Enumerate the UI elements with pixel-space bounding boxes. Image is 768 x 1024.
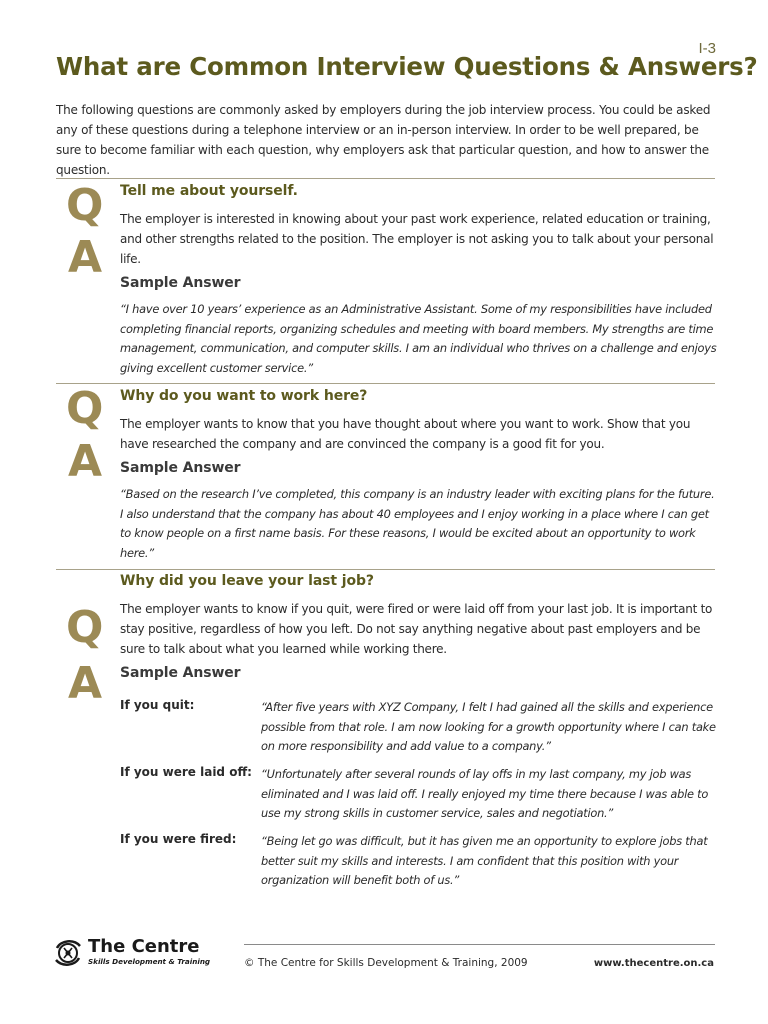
centre-logo-icon <box>52 936 84 970</box>
question-description: The employer wants to know that you have thought about where you want to work. Show that you have researched the company and are convinced the company is a good fit for you. <box>120 417 691 451</box>
question-heading: Why did you leave your last job? <box>120 573 374 589</box>
section-divider <box>56 383 715 384</box>
case-answer: “Unfortunately after several rounds of lay offs in my last company, my job was eliminated and I was laid off. I really enjoyed my time there because I was able to use my strong skills in customer service, sales and negotiation.” <box>261 767 709 820</box>
question-heading: Why do you want to work here? <box>120 388 368 404</box>
case-answer: “After five years with XYZ Company, I felt I had gained all the skills and experience possible from that role. I am now looking for a growth opportunity where I can take on more responsibility and add value to a company.” <box>261 700 716 753</box>
sample-answer-text: “Based on the research I’ve completed, this company is an industry leader with exciting plans for the future. I also understand that the company has about 40 employees and I enjoy working in a place where I can get to know people on a first name basis. For these reasons, I would be excited about an opportunity to work here.” <box>120 487 715 560</box>
copyright-text: © The Centre for Skills Development & Training, 2009 <box>244 957 528 969</box>
q-letter: Q <box>66 602 104 653</box>
sample-answer-text: “I have over 10 years’ experience as an Administrative Assistant. Some of my responsibilities have included completing financial reports, organizing schedules and meeting with board members. My strengths are time management, communication, and computer skills. I am an individual who thrives on a challenge and enjoys giving excellent customer service.” <box>120 302 717 375</box>
sample-answer-heading: Sample Answer <box>120 275 241 291</box>
a-letter: A <box>68 658 103 709</box>
centre-logo <box>52 936 232 972</box>
website-link[interactable]: www.thecentre.on.ca <box>593 958 714 969</box>
section-divider <box>56 569 715 570</box>
intro-paragraph: The following questions are commonly asked by employers during the job interview process. You could be asked any of these questions during a telephone interview or an in-person interview. In order to be well prepared, be sure to become familiar with each question, why employers ask that particular question, and how to answer the question. <box>56 103 711 177</box>
case-label: If you were fired: <box>120 832 237 846</box>
qa-section-2 <box>120 388 720 563</box>
page-number: I-3 <box>698 40 716 57</box>
qa-section-1 <box>120 183 720 378</box>
question-description: The employer wants to know if you quit, were fired or were laid off from your last job. It is important to stay positive, regardless of how you left. Do not say anything negative about past employers and be sure to talk about what you learned while working there. <box>120 602 713 656</box>
logo-name: The Centre <box>88 936 200 957</box>
logo-subtitle: Skills Development & Training <box>88 957 211 966</box>
sample-answer-heading: Sample Answer <box>120 665 241 681</box>
sample-answer-heading: Sample Answer <box>120 460 241 476</box>
case-answer: “Being let go was difficult, but it has given me an opportunity to explore jobs that better suit my skills and interests. I am confident that this position with your organization will benefit both of us.” <box>261 834 708 887</box>
question-heading: Tell me about yourself. <box>120 183 298 199</box>
q-letter: Q <box>66 383 104 434</box>
a-letter: A <box>68 436 103 487</box>
case-label: If you quit: <box>120 698 195 712</box>
question-description: The employer is interested in knowing about your past work experience, related education or training, and other strengths related to the position. The employer is not asking you to talk about your personal life. <box>120 212 714 266</box>
q-letter: Q <box>66 180 104 231</box>
case-label: If you were laid off: <box>120 765 252 779</box>
page-title: What are Common Interview Questions & Answers? <box>56 52 758 81</box>
qa-section-3 <box>120 573 720 681</box>
section-divider <box>56 178 715 179</box>
footer-divider <box>244 944 715 945</box>
a-letter: A <box>68 232 103 283</box>
